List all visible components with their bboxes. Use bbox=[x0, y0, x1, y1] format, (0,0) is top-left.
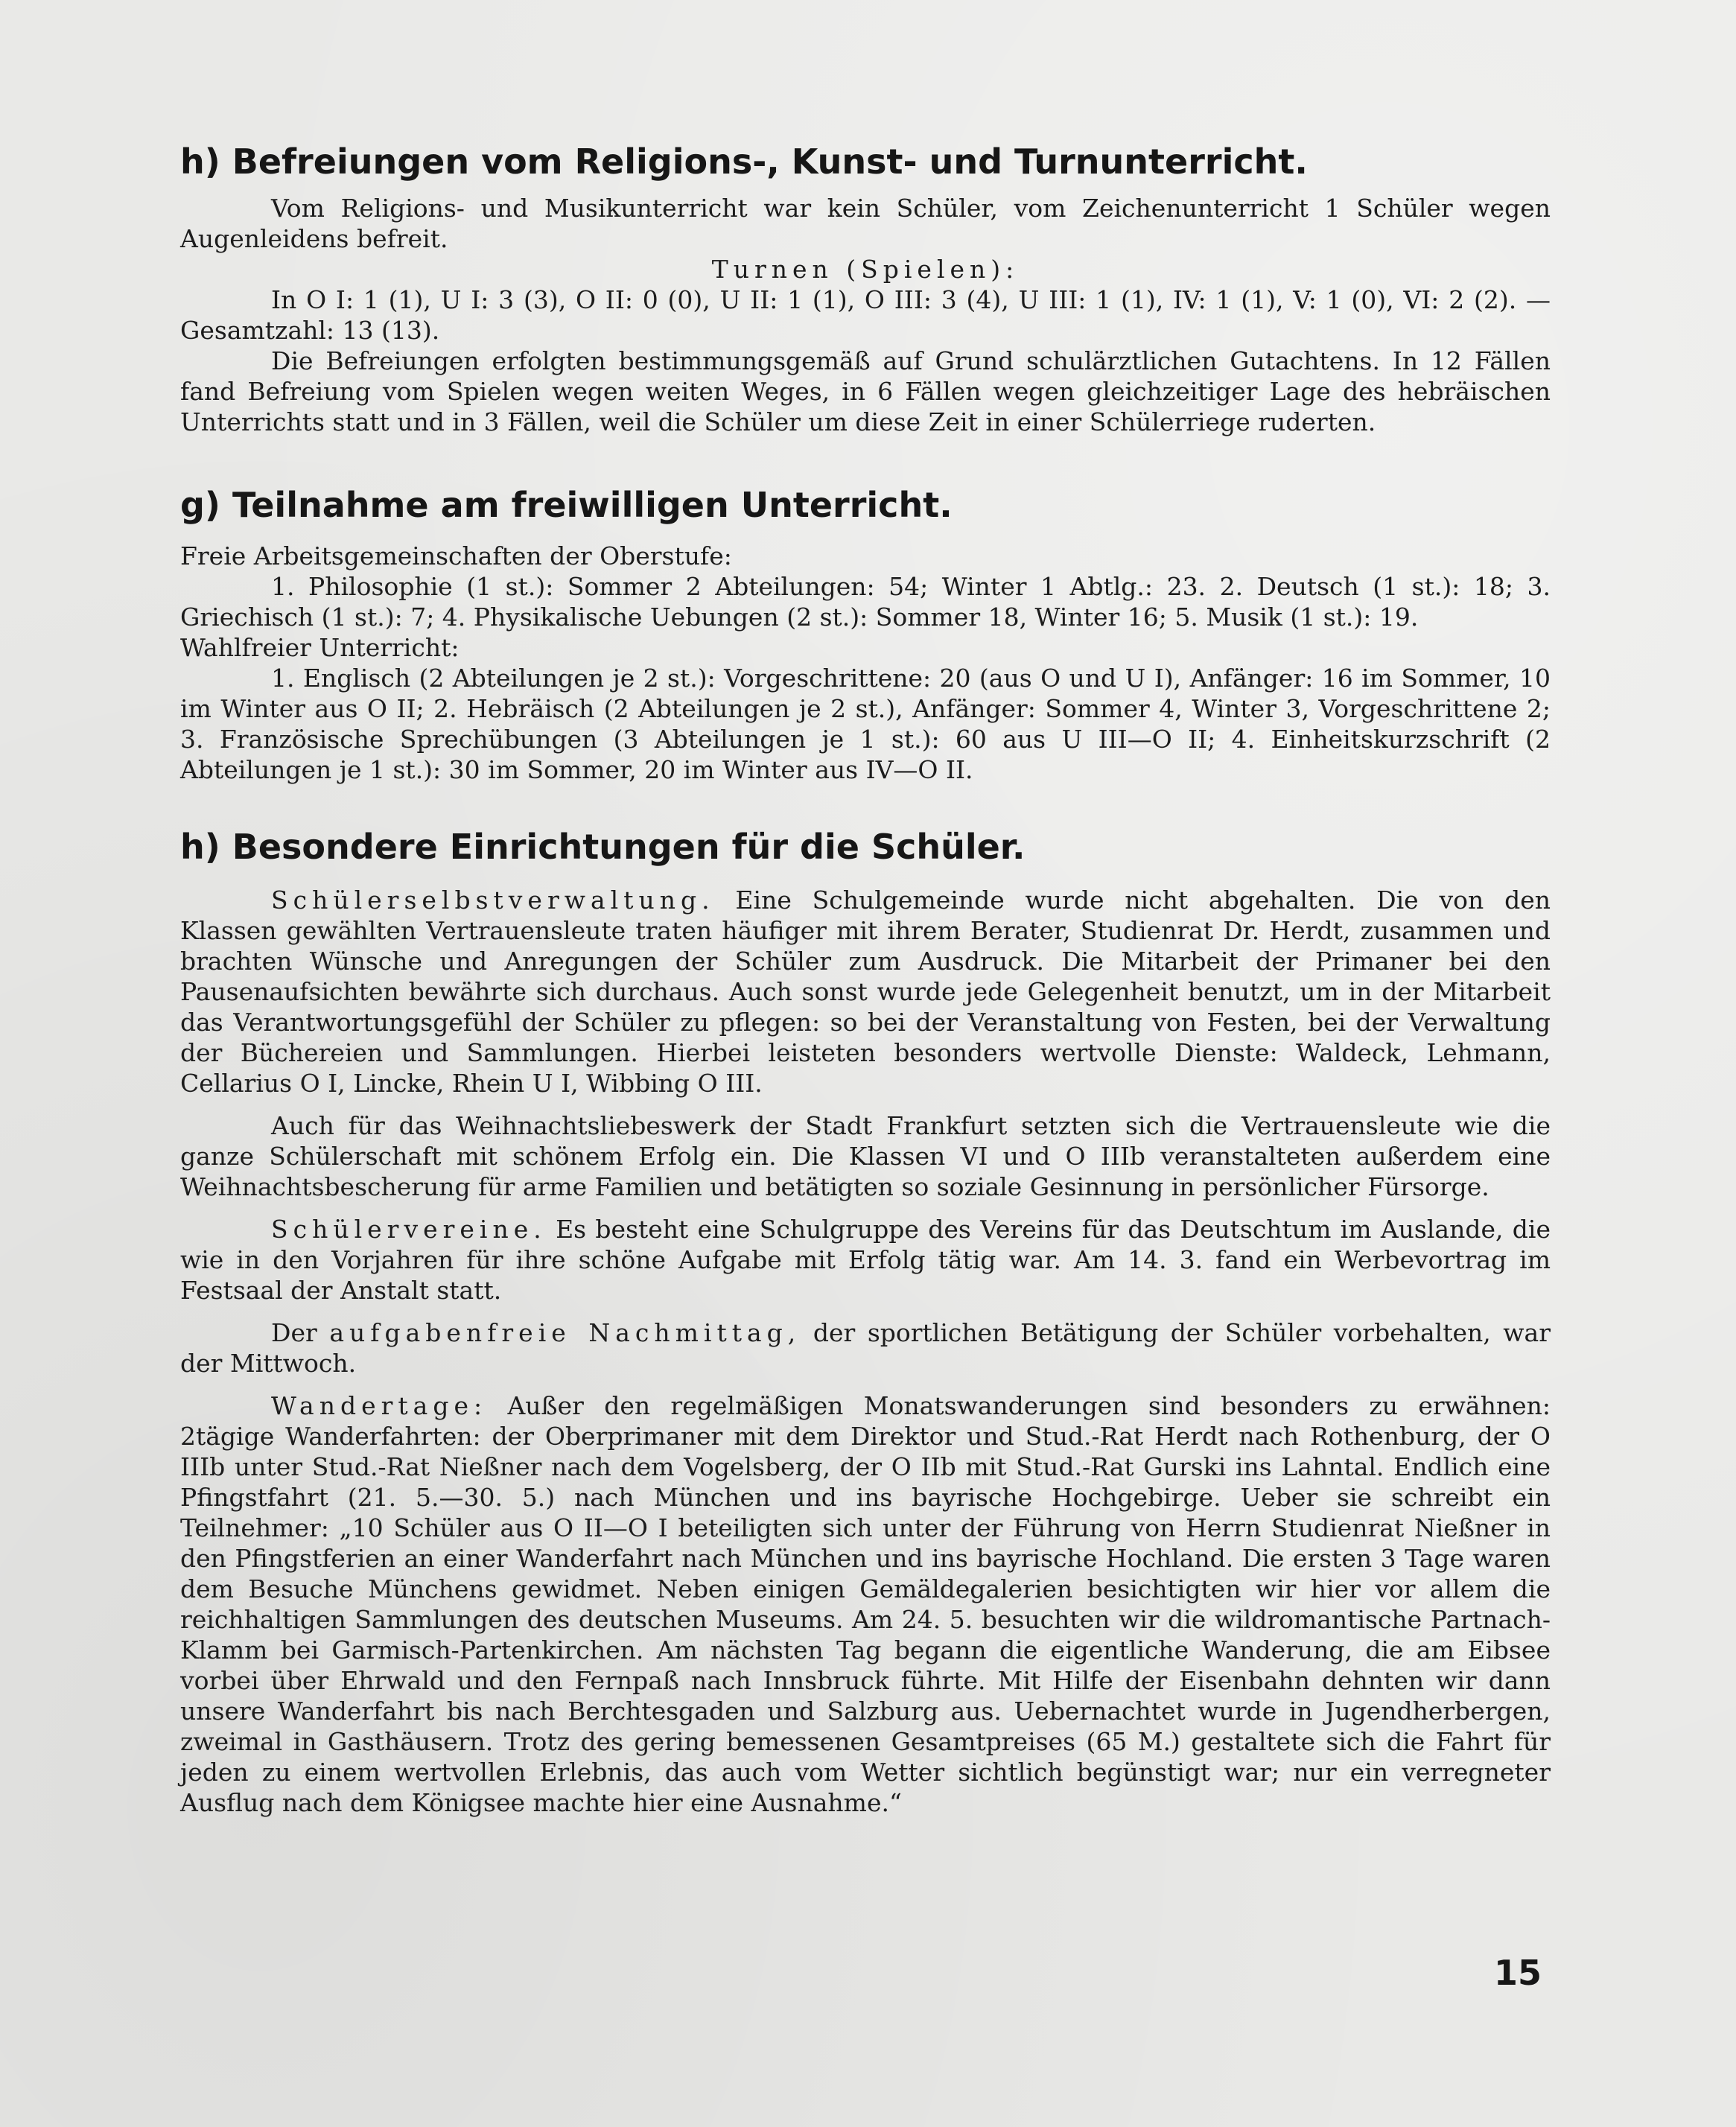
text-schuelerselbstverwaltung: Eine Schulgemeinde wurde nicht abgehalten. Die von den Klassen gewählten Vertrauensleute traten häufiger mit ihrem Berater, Studienrat Dr. Herdt, zusammen und brachten Wünsche und Anregungen der Schüler zum Ausdruck. Die Mitarbeit der Primaner bei den Pausenaufsichten bewährte sich durchaus. Auch sonst wurde jede Gelegenheit benutzt, um in der Mitarbeit das Verantwortungsgefühl der Schüler zu pflegen: so bei der Veranstaltung von Festen, bei der Verwaltung der Büchereien und Sammlungen. Hierbei leisteten besonders wertvolle Dienste: Waldeck, Lehmann, Cellarius O I, Lincke, Rhein U I, Wibbing O III. bbox=[180, 885, 1551, 1098]
section-body-teilnahme bbox=[180, 541, 1551, 785]
text-schuelervereine: Es besteht eine Schulgruppe des Vereins für das Deutschtum im Auslande, die wie in den Vorjahren für ihre schöne Aufgabe mit Erfolg tätig war. Am 14. 3. fand ein Werbevortrag im Festsaal der Anstalt statt. bbox=[180, 1214, 1551, 1305]
paragraph-aufgabenfreier-nachmittag bbox=[180, 1317, 1551, 1379]
lead-schuelervereine: Schülervereine. bbox=[271, 1214, 547, 1244]
paragraph-schuelerselbstverwaltung bbox=[180, 885, 1551, 1099]
section-body-einrichtungen bbox=[180, 885, 1551, 1818]
paragraph-turnen-counts: In O I: 1 (1), U I: 3 (3), O II: 0 (0), U II: 1 (1), O III: 3 (4), U III: 1 (1), IV: 1 (1), V: 1 (0), VI: 2 (2). — Gesamtzahl: 13 (13). bbox=[180, 285, 1551, 346]
label-wahlfreier-unterricht: Wahlfreier Unterricht: bbox=[180, 633, 460, 663]
paragraph-wandertage bbox=[180, 1390, 1551, 1818]
section-heading-einrichtungen: h) Besondere Einrichtungen für die Schüler. bbox=[180, 827, 1026, 868]
paragraph-befreiungen-details: Die Befreiungen erfolgten bestimmungsgemäß auf Grund schulärztlichen Gutachtens. In 12 Fällen fand Befreiung vom Spielen wegen weiten Weges, in 6 Fällen wegen gleichzeitiger Lage des hebräischen Unterrichts statt und in 3 Fällen, weil die Schüler um diese Zeit in einer Schülerriege ruderten. bbox=[180, 346, 1551, 437]
section-body-befreiungen bbox=[180, 193, 1551, 437]
lead-aufgabenfreier-nachmittag: aufgabenfreie Nachmittag, bbox=[329, 1317, 801, 1347]
pre-aufgabenfreier-nachmittag: Der bbox=[271, 1317, 317, 1347]
paragraph-befreiungen-intro: Vom Religions- und Musikunterricht war kein Schüler, vom Zeichenunterricht 1 Schüler wegen Augenleidens befreit. bbox=[180, 194, 1551, 254]
text-aufgabenfreier-nachmittag: der sportlichen Betätigung der Schüler vorbehalten, war der Mittwoch. bbox=[180, 1317, 1551, 1378]
subheading-turnen: Turnen (Spielen): bbox=[711, 255, 1020, 284]
paragraph-wahlfreier-unterricht: 1. Englisch (2 Abteilungen je 2 st.): Vorgeschrittene: 20 (aus O und U I), Anfänger: 16 im Sommer, 10 im Winter aus O II; 2. Hebräisch (2 Abteilungen je 2 st.), Anfänger: Sommer 4, Winter 3, Vorgeschrittene 2; 3. Französische Sprechübungen (3 Abteilungen je 1 st.): 60 aus U III—O II; 4. Einheitskurzschrift (2 Abteilungen je 1 st.): 30 im Sommer, 20 im Winter aus IV—O II. bbox=[180, 664, 1551, 785]
lead-wandertage: Wandertage: bbox=[271, 1390, 488, 1420]
lead-schuelerselbstverwaltung: Schülerselbstverwaltung. bbox=[271, 885, 715, 915]
section-heading-teilnahme: g) Teilnahme am freiwilligen Unterricht. bbox=[180, 485, 953, 526]
document-page bbox=[180, 142, 1551, 1818]
paragraph-freie-arbeitsgemeinschaften: 1. Philosophie (1 st.): Sommer 2 Abteilungen: 54; Winter 1 Abtlg.: 23. 2. Deutsch (1 st.): 18; 3. Griechisch (1 st.): 7; 4. Physikalische Uebungen (2 st.): Sommer 18, Winter 16; 5. Musik (1 st.): 19. bbox=[180, 572, 1551, 632]
text-wandertage: Außer den regelmäßigen Monatswanderungen sind besonders zu erwähnen: 2tägige Wanderfahrten: der Oberprimaner mit dem Direktor und Stud.-Rat Herdt nach Rothenburg, der O IIIb unter Stud.-Rat Nießner nach dem Vogelsberg, der O IIb mit Stud.-Rat Gurski ins Lahntal. Endlich eine Pfingstfahrt (21. 5.—30. 5.) nach München und ins bayrische Hochgebirge. Ueber sie schreibt ein Teilnehmer: „10 Schüler aus O II—O I beteiligten sich unter der Führung von Herrn Studienrat Nießner in den Pfingstferien an einer Wanderfahrt nach München und ins bayrische Hochland. Die ersten 3 Tage waren dem Besuche Münchens gewidmet. Neben einigen Gemäldegalerien besichtigten wir hier vor allem die reichhaltigen Sammlungen des deutschen Museums. Am 24. 5. besuchten wir die wildromantische Partnach-Klamm bei Garmisch-Partenkirchen. Am nächsten Tag begann die eigentliche Wanderung, die am Eibsee vorbei über Ehrwald und den Fernpaß nach Innsbruck führte. Mit Hilfe der Eisenbahn dehnten wir dann unsere Wanderfahrt bis nach Berchtesgaden und Salzburg aus. Uebernachtet wurde in Jugendherbergen, zweimal in Gasthäusern. Trotz des gering bemessenen Gesamtpreises (65 M.) gestaltete sich die Fahrt für jeden zu einem wertvollen Erlebnis, das auch vom Wetter sichtlich begünstigt war; nur ein verregneter Ausflug nach dem Königsee machte hier eine Ausnahme.“ bbox=[180, 1390, 1551, 1817]
page-number: 15 bbox=[1494, 1953, 1542, 1993]
paragraph-weihnachtsliebeswerk: Auch für das Weihnachtsliebeswerk der Stadt Frankfurt setzten sich die Vertrauensleute wie die ganze Schülerschaft mit schönem Erfolg ein. Die Klassen VI und O IIIb veranstalteten außerdem eine Weihnachtsbescherung für arme Familien und betätigten so soziale Gesinnung in persönlicher Fürsorge. bbox=[180, 1110, 1551, 1201]
label-freie-arbeitsgemeinschaften: Freie Arbeitsgemeinschaften der Oberstufe: bbox=[180, 541, 732, 571]
paragraph-schuelervereine bbox=[180, 1214, 1551, 1306]
section-heading-befreiungen: h) Befreiungen vom Religions-, Kunst- und Turnunterricht. bbox=[180, 142, 1308, 182]
